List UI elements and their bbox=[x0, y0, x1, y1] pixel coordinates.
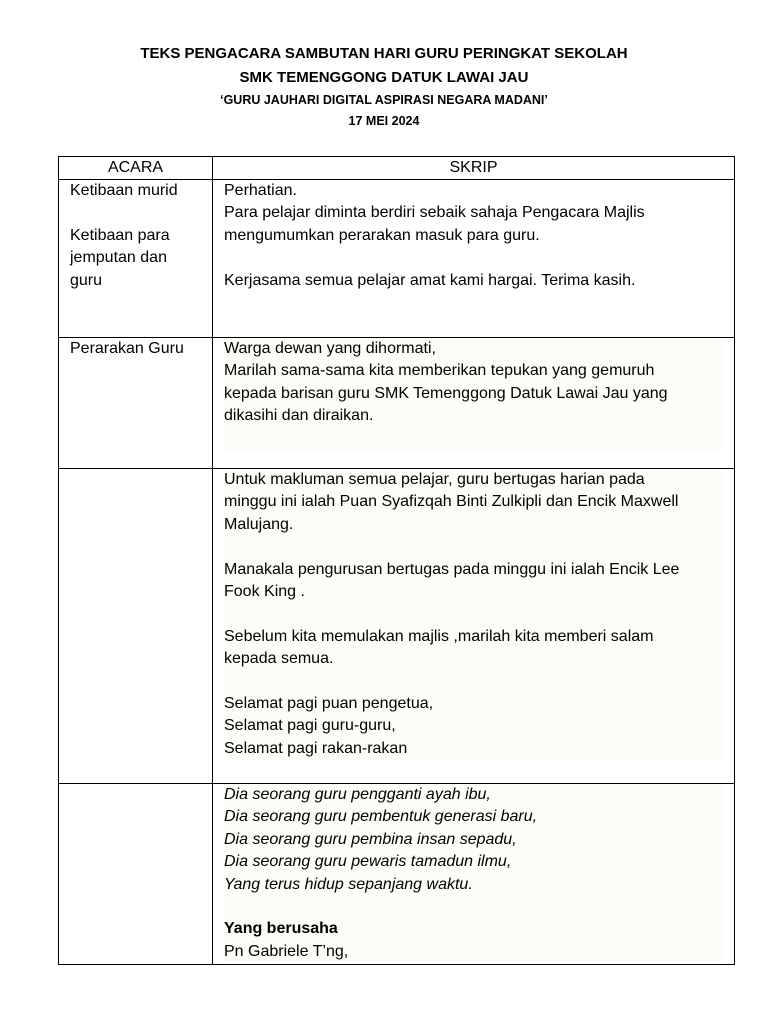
blank-line bbox=[224, 603, 722, 625]
event-date: 17 MEI 2024 bbox=[348, 114, 420, 128]
skrip-line: Pn Gabriele T’ng, bbox=[224, 942, 349, 960]
table-row bbox=[59, 469, 735, 784]
table-row bbox=[59, 784, 735, 965]
acara-cell bbox=[59, 469, 213, 784]
table-row bbox=[59, 180, 735, 338]
poem-line: Dia seorang guru pengganti ayah ibu, bbox=[224, 786, 491, 803]
skrip-line: dikasihi dan diraikan. bbox=[224, 407, 374, 425]
blank-line bbox=[224, 536, 722, 558]
poem-line: Yang terus hidup sepanjang waktu. bbox=[224, 875, 473, 893]
acara-cell bbox=[59, 180, 213, 338]
acara-line: Ketibaan para bbox=[70, 226, 170, 244]
acara-line: jemputan dan bbox=[70, 249, 167, 267]
event-theme: ‘GURU JAUHARI DIGITAL ASPIRASI NEGARA MADANI’ bbox=[220, 93, 548, 107]
skrip-line: Kerjasama semua pelajar amat kami hargai. Terima kasih. bbox=[224, 271, 636, 289]
poem-line: Dia seorang guru pewaris tamadun ilmu, bbox=[224, 853, 512, 871]
skrip-line: Warga dewan yang dihormati, bbox=[224, 340, 436, 357]
column-header-acara: ACARA bbox=[59, 157, 213, 180]
table-row bbox=[59, 338, 735, 469]
skrip-line: Para pelajar diminta berdiri sebaik sahaja Pengacara Majlis bbox=[224, 204, 645, 222]
blank-line bbox=[224, 247, 722, 269]
skrip-line: minggu ini ialah Puan Syafizqah Binti Zulkipli dan Encik Maxwell bbox=[224, 493, 679, 511]
poem-line: Dia seorang guru pembentuk generasi baru, bbox=[224, 808, 538, 826]
skrip-line: kepada semua. bbox=[224, 650, 334, 668]
skrip-line: Untuk makluman semua pelajar, guru bertugas harian pada bbox=[224, 471, 645, 488]
document-header bbox=[0, 42, 768, 132]
skrip-block bbox=[224, 338, 722, 450]
skrip-line: Fook King . bbox=[224, 583, 305, 601]
poem-line: Dia seorang guru pembina insan sepadu, bbox=[224, 830, 517, 848]
skrip-line: Perhatian. bbox=[224, 182, 297, 199]
blank-line bbox=[224, 428, 722, 450]
blank-line bbox=[70, 202, 204, 224]
table-header-row bbox=[59, 157, 735, 180]
skrip-line: Malujang. bbox=[224, 515, 294, 533]
skrip-cell bbox=[213, 469, 735, 784]
skrip-block bbox=[224, 469, 722, 760]
acara-cell bbox=[59, 338, 213, 469]
acara-cell bbox=[59, 784, 213, 965]
skrip-cell bbox=[213, 784, 735, 965]
script-table bbox=[58, 156, 735, 965]
column-header-skrip: SKRIP bbox=[213, 157, 735, 180]
poem-block bbox=[224, 784, 722, 963]
skrip-line: kepada barisan guru SMK Temenggong Datuk Lawai Jau yang bbox=[224, 384, 668, 402]
school-name: SMK TEMENGGONG DATUK LAWAI JAU bbox=[239, 69, 529, 86]
skrip-line: Selamat pagi guru-guru, bbox=[224, 717, 396, 735]
blank-line bbox=[224, 671, 722, 693]
bold-line: Yang berusaha bbox=[224, 920, 338, 938]
skrip-line: Sebelum kita memulakan majlis ,marilah kita memberi salam bbox=[224, 627, 654, 645]
skrip-cell bbox=[213, 180, 735, 338]
document-title: TEKS PENGACARA SAMBUTAN HARI GURU PERINGKAT SEKOLAH bbox=[140, 45, 628, 62]
skrip-line: Selamat pagi puan pengetua, bbox=[224, 695, 434, 713]
skrip-line: Marilah sama-sama kita memberikan tepukan yang gemuruh bbox=[224, 362, 655, 380]
skrip-line: Selamat pagi rakan-rakan bbox=[224, 739, 408, 757]
blank-line bbox=[224, 896, 722, 918]
skrip-cell bbox=[213, 338, 735, 469]
skrip-line: mengumumkan perarakan masuk para guru. bbox=[224, 226, 540, 244]
skrip-line: Manakala pengurusan bertugas pada minggu ini ialah Encik Lee bbox=[224, 560, 680, 578]
acara-line: Ketibaan murid bbox=[70, 182, 178, 199]
acara-line: Perarakan Guru bbox=[70, 340, 184, 357]
acara-line: guru bbox=[70, 271, 103, 289]
